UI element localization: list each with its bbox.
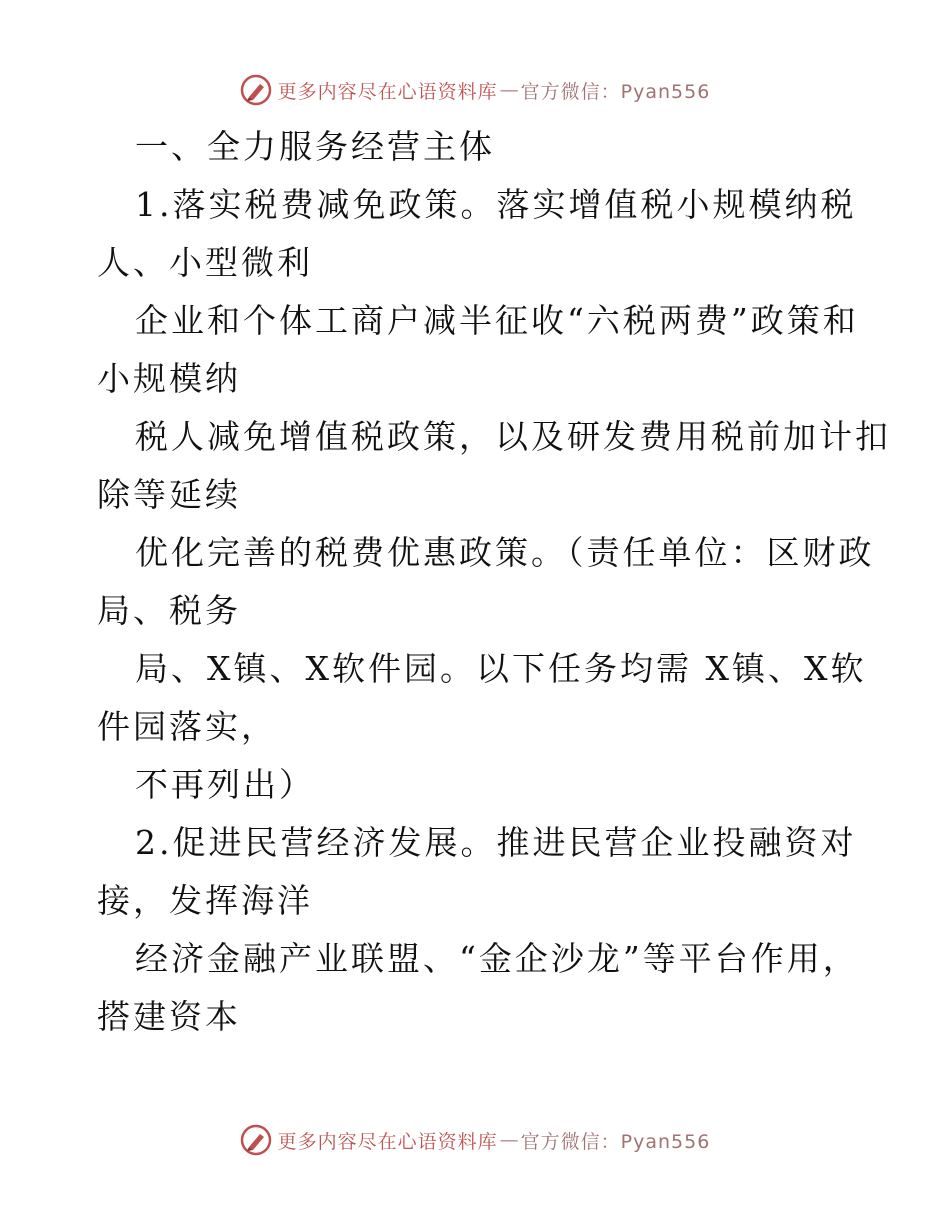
text-line: 经济金融产业联盟、“金企沙龙”等平台作用， [135,939,859,978]
text-line: 人、小型微利 [97,243,313,282]
pen-logo-icon [240,74,272,106]
text-line: 优化完善的税费优惠政策。（责任单位：区财政 [135,533,875,572]
watermark-site-name: 更多内容尽在心语资料库 [277,1130,498,1153]
text-line: 小规模纳 [97,359,241,398]
text-line: 2.促进民营经济发展。推进民营企业投融资对 [135,823,857,862]
text-line: 不再列出） [135,765,315,804]
watermark-wechat: 官方微信：Pyan556 [520,80,711,103]
section-heading: 一、全力服务经营主体 [135,127,495,166]
text-line: 税人减免增值税政策，以及研发费用税前加计扣 [135,417,891,456]
watermark-separator: — [499,79,519,101]
text-line: 局、税务 [97,591,241,630]
text-line: 企业和个体工商户减半征收“六税两费”政策和 [135,301,859,340]
watermark-wechat: 官方微信：Pyan556 [520,1130,711,1153]
text-line: 件园落实， [97,707,277,746]
pen-logo-icon [240,1124,272,1156]
text-line: 接，发挥海洋 [97,881,313,920]
text-line: 1.落实税费减免政策。落实增值税小规模纳税 [135,185,857,224]
text-line: 搭建资本 [97,997,241,1036]
text-line: 局、X镇、X软件园。以下任务均需 X镇、X软 [135,649,867,688]
watermark-separator: — [499,1129,519,1151]
header-watermark [0,70,950,110]
text-line: 除等延续 [97,475,241,514]
watermark-site-name: 更多内容尽在心语资料库 [277,80,498,103]
footer-watermark [0,1120,950,1160]
